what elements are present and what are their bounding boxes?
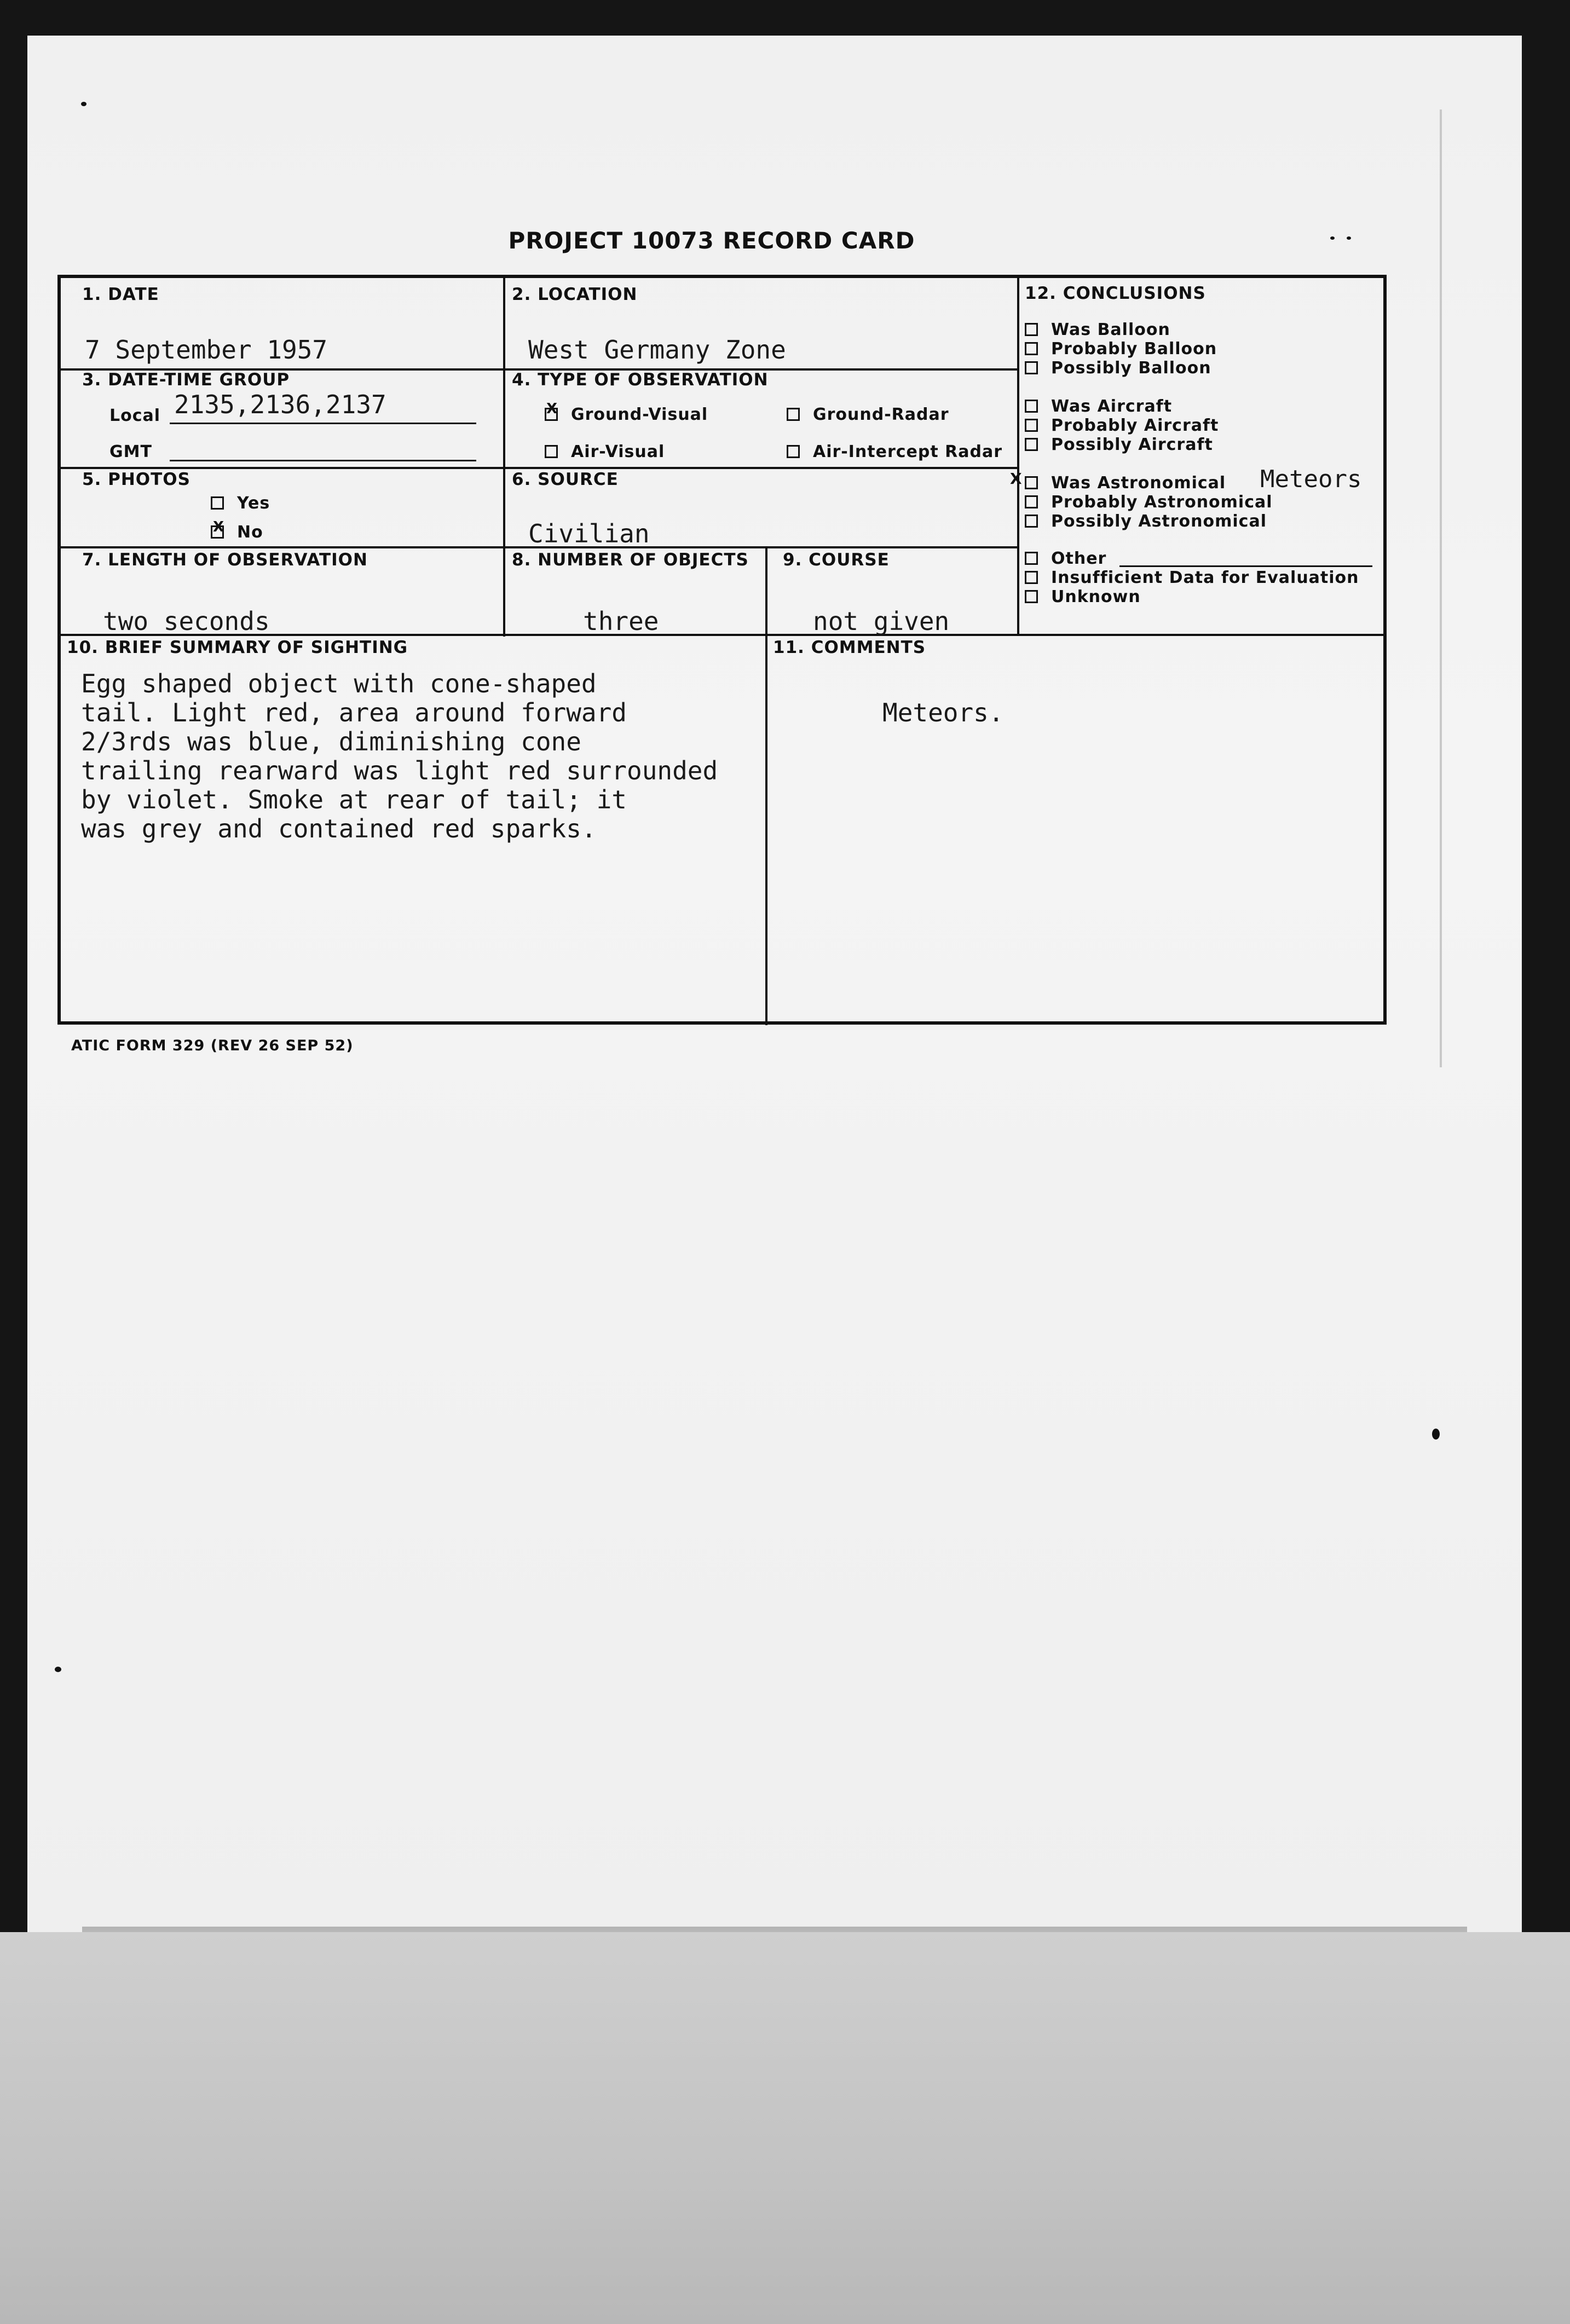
conclusion-unknown (1025, 587, 1141, 606)
other-underline (1119, 565, 1372, 567)
source-value: Civilian (528, 519, 650, 548)
checkbox-checked (1025, 476, 1038, 489)
conclusion-probably-aircraft (1025, 416, 1219, 435)
option-text: Was Balloon (1051, 320, 1170, 339)
summary-line: trailing rearward was light red surrounded (81, 756, 718, 785)
conclusion-was-balloon (1025, 320, 1170, 339)
speck (55, 1667, 61, 1672)
divider (1017, 278, 1019, 635)
option-text: Ground-Visual (571, 405, 708, 424)
divider (765, 546, 767, 1025)
local-underline (170, 423, 476, 424)
summary-label: 10. BRIEF SUMMARY OF SIGHTING (67, 638, 408, 657)
checkbox (545, 445, 558, 458)
checkbox (1025, 552, 1038, 565)
option-text: Air-Intercept Radar (813, 442, 1002, 461)
option-text: Other (1051, 549, 1107, 568)
check-mark: X (1010, 470, 1023, 488)
check-mark: X (546, 401, 558, 417)
checkbox (787, 408, 800, 421)
astronomical-note: Meteors (1260, 465, 1362, 493)
summary-line: 2/3rds was blue, diminishing cone (81, 727, 581, 756)
type-of-observation-label: 4. TYPE OF OBSERVATION (512, 370, 769, 390)
length-of-observation-value: two seconds (103, 606, 270, 636)
date-time-group-label: 3. DATE-TIME GROUP (82, 370, 290, 390)
course-label: 9. COURSE (783, 550, 890, 570)
summary-line: Egg shaped object with cone-shaped (81, 669, 597, 698)
underlying-page (0, 1932, 1570, 2324)
option-text: Probably Astronomical (1051, 493, 1273, 512)
conclusion-was-aircraft (1025, 397, 1172, 416)
checkbox (1025, 342, 1038, 355)
source-label: 6. SOURCE (512, 470, 619, 489)
summary-line: by violet. Smoke at rear of tail; it (81, 785, 627, 814)
gmt-underline (170, 460, 476, 461)
option-text: Air-Visual (571, 442, 665, 461)
option-text: Possibly Balloon (1051, 359, 1211, 378)
date-value: 7 September 1957 (85, 335, 328, 365)
form-id: ATIC FORM 329 (REV 26 SEP 52) (71, 1037, 354, 1054)
checkbox (1025, 514, 1038, 528)
conclusions-label: 12. CONCLUSIONS (1025, 284, 1206, 303)
option-text: No (237, 523, 263, 542)
local-time-value: 2135,2136,2137 (174, 390, 386, 419)
conclusion-other (1025, 549, 1106, 568)
length-of-observation-label: 7. LENGTH OF OBSERVATION (82, 550, 368, 570)
conclusion-insufficient-data (1025, 568, 1359, 587)
option-ground-radar (787, 405, 949, 424)
checkbox (1025, 361, 1038, 374)
checkbox (211, 496, 224, 510)
speck (81, 102, 86, 106)
sheet-edge (1440, 109, 1442, 1067)
checkbox (1025, 495, 1038, 508)
checkbox (1025, 419, 1038, 432)
checkbox (1025, 438, 1038, 451)
date-label: 1. DATE (82, 285, 159, 304)
number-of-objects-label: 8. NUMBER OF OBJECTS (512, 550, 749, 570)
option-text: Possibly Aircraft (1051, 435, 1213, 454)
option-text: Ground-Radar (813, 405, 949, 424)
location-label: 2. LOCATION (512, 285, 638, 304)
checkbox (1025, 400, 1038, 413)
comments-label: 11. COMMENTS (773, 638, 926, 657)
option-text: Yes (237, 494, 270, 513)
summary-line: tail. Light red, area around forward (81, 698, 627, 727)
option-photos-yes (211, 494, 270, 513)
speck (1432, 1429, 1440, 1440)
gmt-label: GMT (109, 442, 152, 461)
number-of-objects-value: three (583, 606, 659, 636)
summary-line: was grey and contained red sparks. (81, 814, 597, 843)
option-air-intercept-radar (787, 442, 1002, 461)
conclusion-was-astronomical (1025, 473, 1226, 493)
local-label: Local (109, 406, 161, 425)
checkbox (1025, 323, 1038, 336)
divider (503, 278, 505, 637)
option-text: Was Aircraft (1051, 397, 1173, 416)
option-text: Probably Aircraft (1051, 416, 1219, 435)
checkbox (1025, 571, 1038, 584)
photos-label: 5. PHOTOS (82, 470, 191, 489)
option-ground-visual (545, 405, 708, 424)
divider (61, 467, 1018, 469)
conclusion-possibly-balloon (1025, 359, 1211, 378)
conclusion-possibly-aircraft (1025, 435, 1213, 454)
conclusion-probably-astronomical (1025, 493, 1273, 512)
option-text: Insufficient Data for Evaluation (1051, 568, 1359, 587)
conclusion-probably-balloon (1025, 339, 1217, 359)
conclusion-possibly-astronomical (1025, 512, 1267, 531)
option-text: Possibly Astronomical (1051, 512, 1267, 531)
location-value: West Germany Zone (528, 335, 786, 365)
card-title: PROJECT 10073 RECORD CARD (508, 227, 915, 254)
comments-value: Meteors. (882, 698, 1004, 727)
check-mark: X (213, 519, 225, 535)
option-text: Probably Balloon (1051, 339, 1217, 359)
option-text: Was Astronomical (1051, 473, 1226, 493)
checkbox (1025, 590, 1038, 603)
option-text: Unknown (1051, 587, 1141, 606)
option-air-visual (545, 442, 665, 461)
course-value: not given (813, 606, 950, 636)
checkbox (787, 445, 800, 458)
